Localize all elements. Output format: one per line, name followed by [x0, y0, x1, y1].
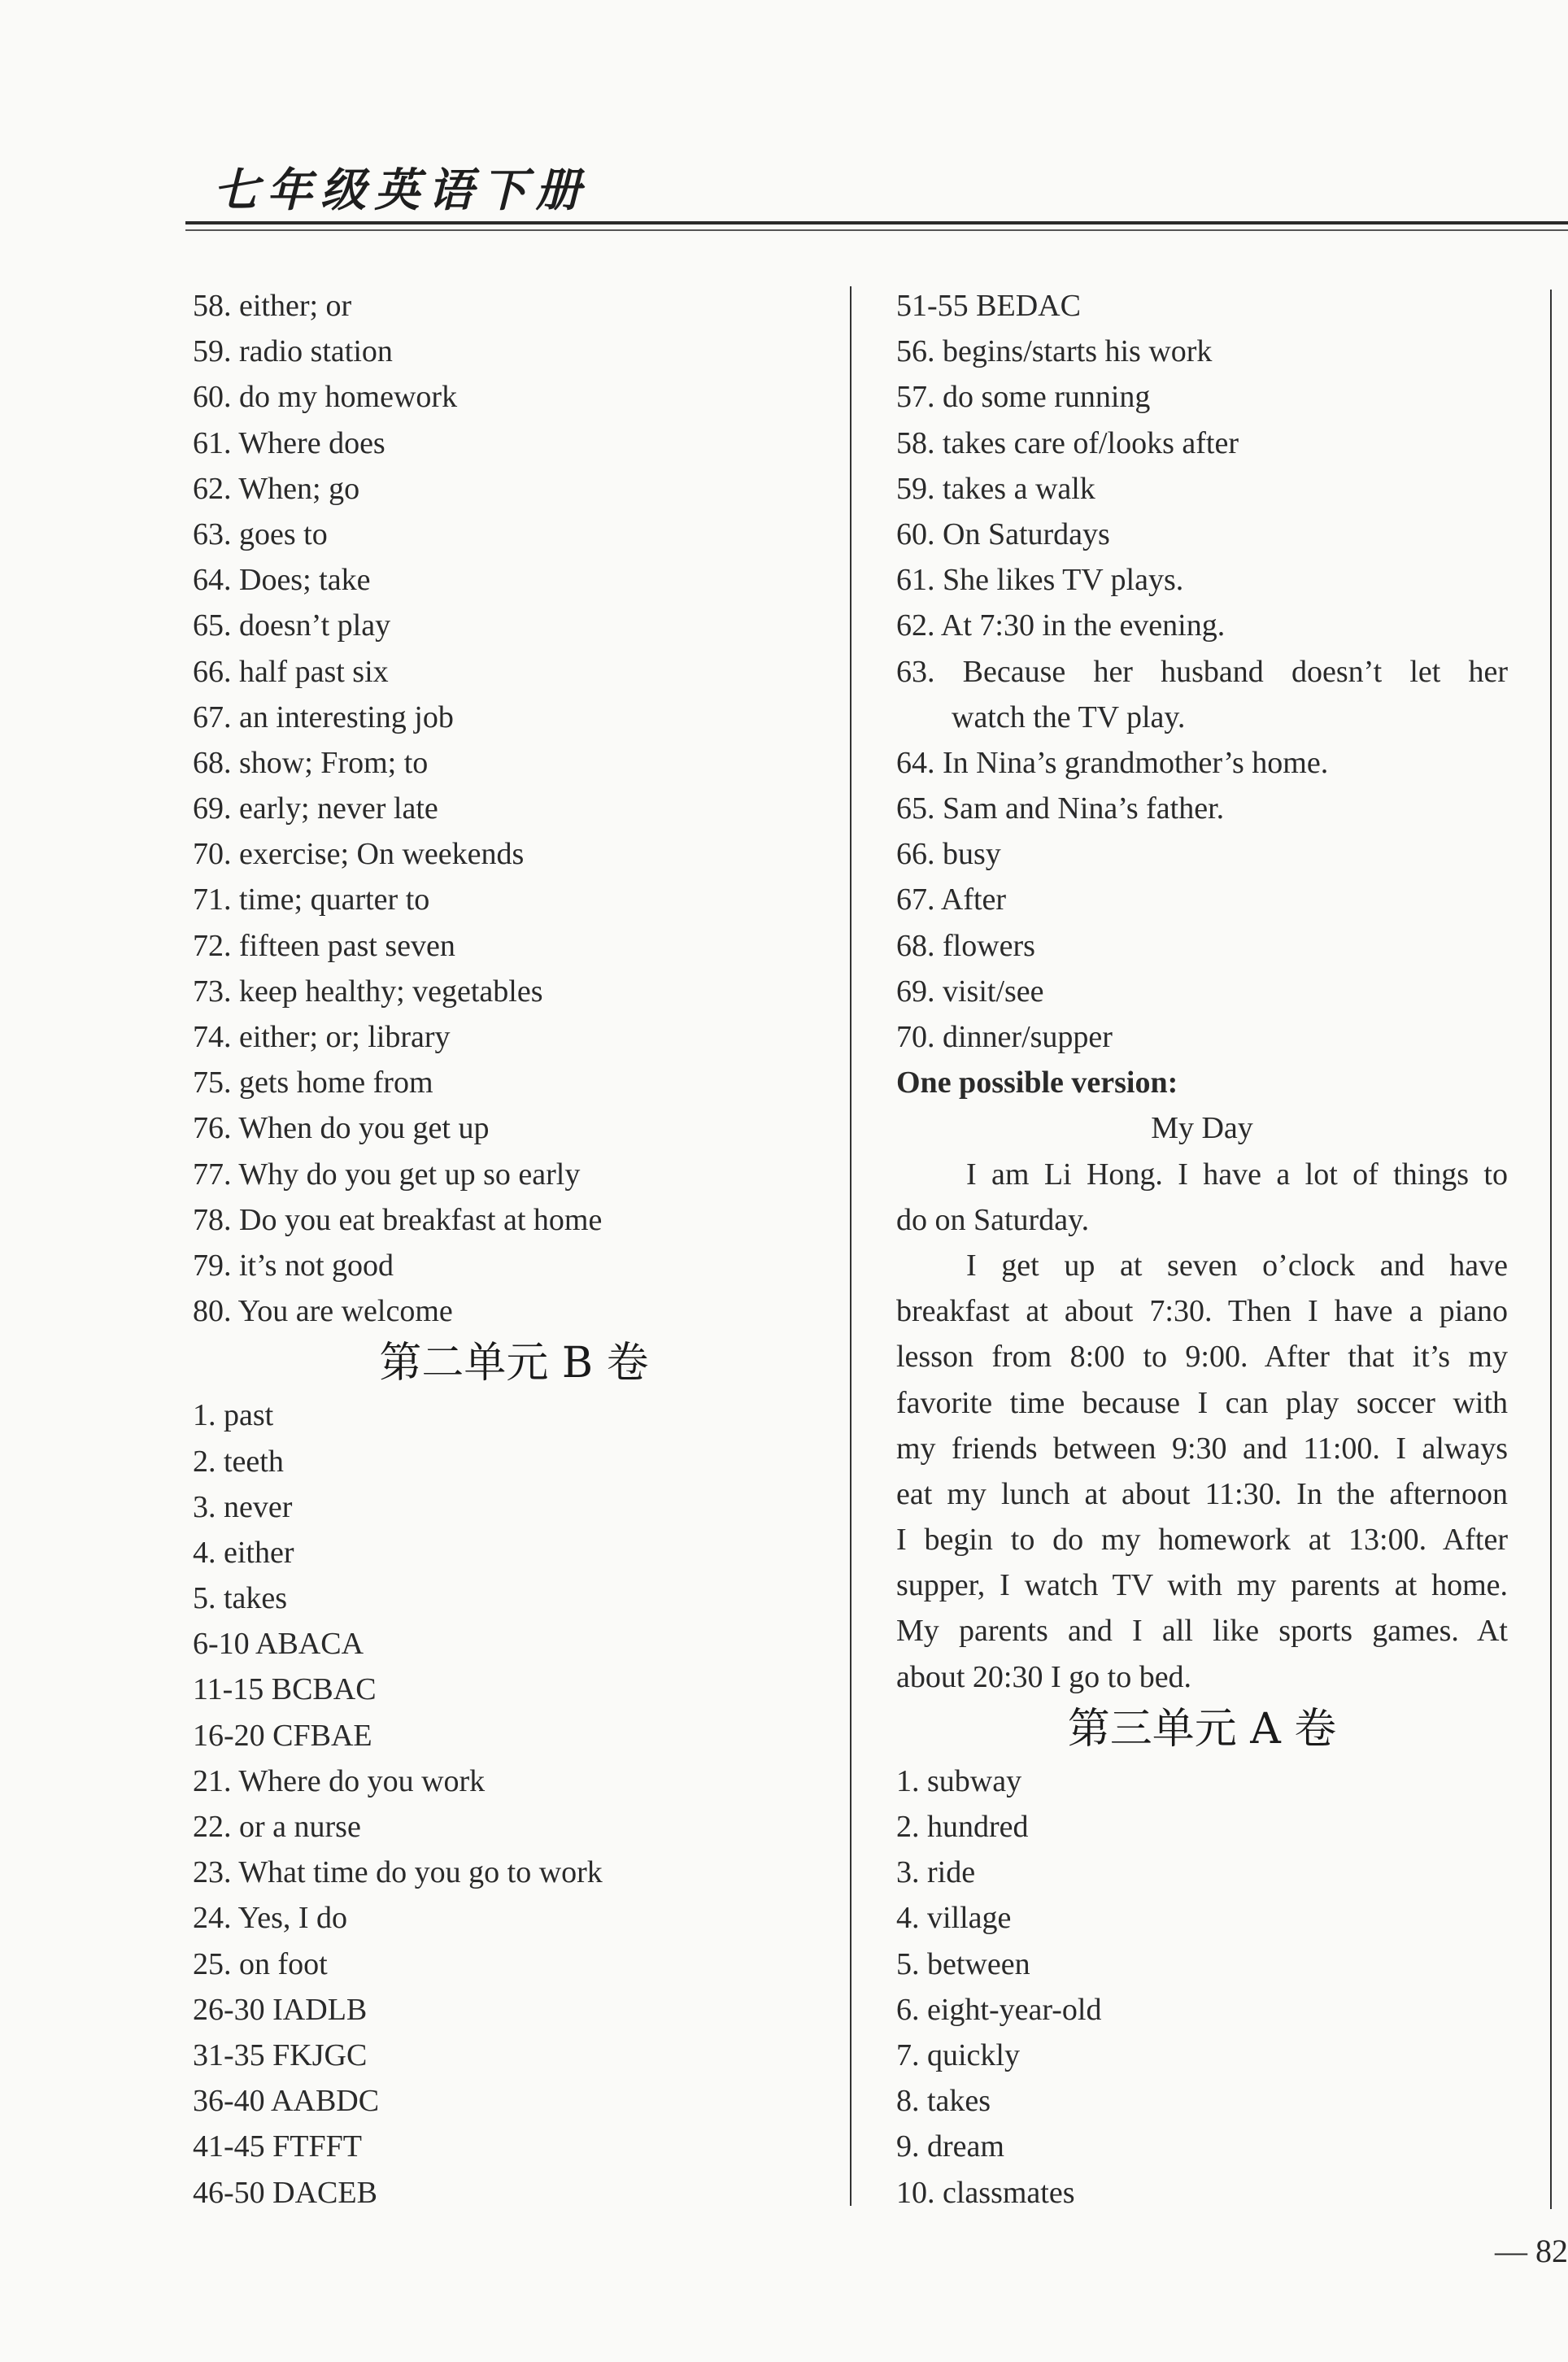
answer-item: 68. flowers	[896, 928, 1035, 963]
answer-item: 77. Why do you get up so early	[193, 1157, 581, 1192]
answer-item: 60. do my homework	[193, 380, 458, 415]
answer-item: 70. dinner/supper	[896, 1020, 1113, 1054]
answer-item: 64. In Nina’s grandmother’s home.	[896, 745, 1329, 780]
answer-item: 26-30 IADLB	[193, 1992, 368, 2027]
answer-item: 61. She likes TV plays.	[896, 563, 1184, 598]
answer-item: 73. keep healthy; vegetables	[193, 974, 543, 1009]
answer-item: 16-20 CFBAE	[193, 1718, 372, 1753]
answer-item: 8. takes	[896, 2084, 991, 2119]
answer-item: 51-55 BEDAC	[896, 289, 1081, 323]
answer-item: 41-45 FTFFT	[193, 2129, 362, 2164]
answer-item: 10. classmates	[896, 2175, 1075, 2210]
answer-item: 72. fifteen past seven	[193, 928, 455, 963]
answer-item: 4. either	[193, 1535, 294, 1570]
left-column	[193, 283, 835, 2216]
answer-item: 79. it’s not good	[193, 1248, 394, 1283]
answer-item: 22. or a nurse	[193, 1810, 361, 1844]
essay-line: my friends between 9:30 and 11:00. I always	[896, 1431, 1508, 1466]
essay-title: My Day	[1151, 1111, 1253, 1146]
answer-item: 2. teeth	[193, 1444, 284, 1479]
answer-item: 62. At 7:30 in the evening.	[896, 608, 1226, 643]
answer-item: 65. doesn’t play	[193, 608, 391, 643]
answer-list-top	[896, 283, 1508, 649]
answer-item: 4. village	[896, 1901, 1012, 1936]
answer-item: 24. Yes, I do	[193, 1901, 348, 1936]
answer-item: 61. Where does	[193, 425, 385, 460]
answer-item: 9. dream	[896, 2129, 1004, 2164]
answer-item: 70. exercise; On weekends	[193, 837, 525, 872]
answer-item: 36-40 AABDC	[193, 2084, 380, 2119]
answer-item: 1. past	[193, 1398, 274, 1433]
section-heading-unit3-a: 第三单元 A 卷	[1067, 1704, 1337, 1754]
book-title: 七年级英语下册	[213, 163, 589, 217]
answer-item: 3. ride	[896, 1855, 976, 1890]
answer-item: 76. When do you get up	[193, 1111, 490, 1146]
column-divider	[850, 286, 852, 2206]
essay-line: favorite time because I can play soccer with	[896, 1385, 1508, 1420]
answer-item: 65. Sam and Nina’s father.	[896, 791, 1225, 826]
answer-item: 75. gets home from	[193, 1066, 433, 1100]
answer-item: 69. visit/see	[896, 974, 1044, 1009]
answer-item: 2. hundred	[896, 1810, 1029, 1844]
answer-item: 71. time; quarter to	[193, 882, 430, 917]
answer-item: 62. When; go	[193, 471, 360, 506]
page-number: — 82	[1495, 2233, 1568, 2269]
answer-item: 5. between	[896, 1946, 1030, 1981]
answer-item: 56. begins/starts his work	[896, 334, 1213, 369]
essay-line: I begin to do my homework at 13:00. After	[896, 1523, 1508, 1558]
answer-item-63-line1: 63. Because her husband doesn’t let her	[896, 654, 1508, 689]
answer-item: 21. Where do you work	[193, 1763, 486, 1798]
header-rule-thick	[185, 221, 1568, 224]
header-rule-thin	[185, 229, 1568, 231]
answer-list-bottom	[896, 1758, 1508, 2216]
answer-item: 68. show; From; to	[193, 745, 429, 780]
answer-item: 25. on foot	[193, 1946, 328, 1981]
essay-line: about 20:30 I go to bed.	[896, 1659, 1192, 1694]
answer-item: 7. quickly	[896, 2037, 1020, 2072]
answer-item: 3. never	[193, 1489, 293, 1524]
answer-item: 31-35 FKJGC	[193, 2037, 368, 2072]
essay-line: eat my lunch at about 11:30. In the afternoon	[896, 1476, 1508, 1511]
essay-line: My parents and I all like sports games. At	[896, 1614, 1508, 1649]
essay-line: breakfast at about 7:30. Then I have a piano	[896, 1294, 1508, 1329]
answer-item: 46-50 DACEB	[193, 2175, 377, 2210]
answer-item: 64. Does; take	[193, 563, 371, 598]
answer-item: 74. either; or; library	[193, 1020, 451, 1054]
answer-item: 59. takes a walk	[896, 471, 1095, 506]
right-column	[896, 283, 1508, 2216]
answer-item: 80. You are welcome	[193, 1294, 453, 1329]
answer-item: 69. early; never late	[193, 791, 438, 826]
answer-item: 63. goes to	[193, 516, 328, 551]
possible-version-label: One possible version:	[896, 1066, 1178, 1100]
answer-item: 1. subway	[896, 1763, 1022, 1798]
essay-line: do on Saturday.	[896, 1202, 1090, 1237]
answer-item: 6. eight-year-old	[896, 1992, 1102, 2027]
essay-line: I am Li Hong. I have a lot of things to	[966, 1157, 1508, 1192]
answer-item: 23. What time do you go to work	[193, 1855, 603, 1890]
right-edge-rule	[1550, 290, 1552, 2209]
essay-paragraph-2	[896, 1243, 1508, 1700]
answer-list-mid	[896, 740, 1508, 1060]
answer-item: 58. either; or	[193, 289, 352, 323]
essay-line: I get up at seven o’clock and have	[966, 1248, 1508, 1283]
answer-item: 67. an interesting job	[193, 699, 454, 734]
answer-item: 78. Do you eat breakfast at home	[193, 1202, 603, 1237]
answer-item: 59. radio station	[193, 334, 393, 369]
answer-item: 6-10 ABACA	[193, 1627, 364, 1662]
essay-line: supper, I watch TV with my parents at home.	[896, 1568, 1508, 1603]
essay-paragraph-1	[896, 1152, 1508, 1243]
answer-item: 11-15 BCBAC	[193, 1672, 377, 1707]
section-heading-unit2-b: 第二单元 B 卷	[379, 1339, 649, 1388]
answer-item: 66. half past six	[193, 654, 389, 689]
essay-line: lesson from 8:00 to 9:00. After that it’s my	[896, 1340, 1508, 1375]
answer-item: 60. On Saturdays	[896, 516, 1110, 551]
answer-list-top	[193, 283, 835, 1334]
answer-item-63-line2: watch the TV play.	[952, 699, 1186, 734]
answer-list-bottom	[193, 1392, 835, 2215]
answer-item: 66. busy	[896, 837, 1001, 872]
answer-item: 67. After	[896, 882, 1007, 917]
answer-item: 5. takes	[193, 1581, 288, 1616]
answer-item: 58. takes care of/looks after	[896, 425, 1239, 460]
answer-item: 57. do some running	[896, 380, 1151, 415]
